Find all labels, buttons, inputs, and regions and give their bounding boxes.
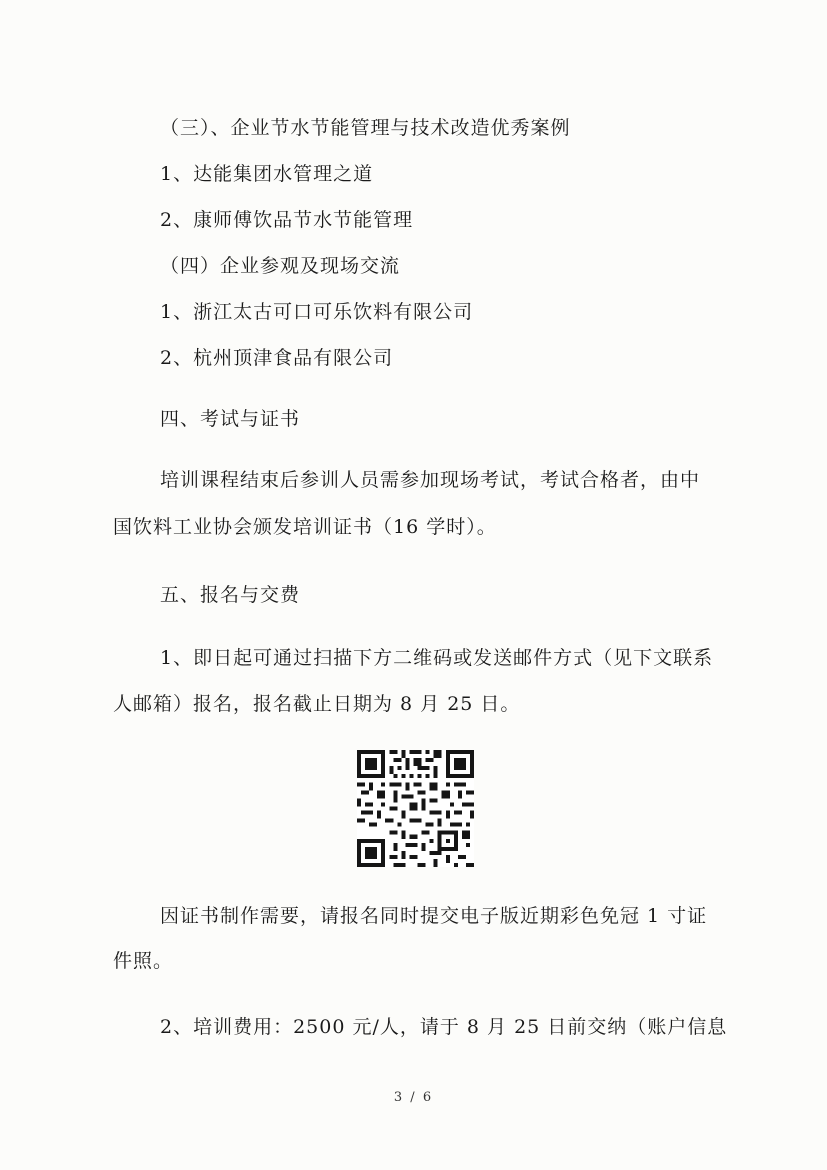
list-item: 1、达能集团水管理之道: [160, 163, 374, 185]
paragraph-line: 培训课程结束后参训人员需参加现场考试，考试合格者，由中: [160, 469, 701, 491]
list-item: 1、浙江太古可口可乐饮料有限公司: [160, 301, 474, 323]
section-heading-registration: 五、报名与交费: [160, 584, 301, 606]
list-item: 2、康师傅饮品节水节能管理: [160, 209, 414, 231]
paragraph-line: 人邮箱）报名，报名截止日期为 8 月 25 日。: [113, 693, 521, 715]
paragraph-line: 因证书制作需要，请报名同时提交电子版近期彩色免冠 1 寸证: [160, 905, 708, 927]
section-heading-exam: 四、考试与证书: [160, 408, 301, 430]
section-heading-3: （三）、企业节水节能管理与技术改造优秀案例: [160, 117, 571, 139]
section-heading-4: （四）企业参观及现场交流: [160, 255, 401, 277]
list-item: 2、杭州顶津食品有限公司: [160, 347, 394, 369]
page-number: 3 / 6: [393, 1090, 434, 1105]
registration-qr-code[interactable]: [357, 750, 474, 867]
qr-code-graphic: [357, 750, 474, 867]
paragraph-line: 2、培训费用：2500 元/人，请于 8 月 25 日前交纳（账户信息: [160, 1016, 728, 1038]
paragraph-line: 1、即日起可通过扫描下方二维码或发送邮件方式（见下文联系: [160, 647, 714, 669]
paragraph-line: 国饮料工业协会颁发培训证书（16 学时）。: [113, 516, 497, 538]
paragraph-line: 件照。: [113, 950, 174, 972]
